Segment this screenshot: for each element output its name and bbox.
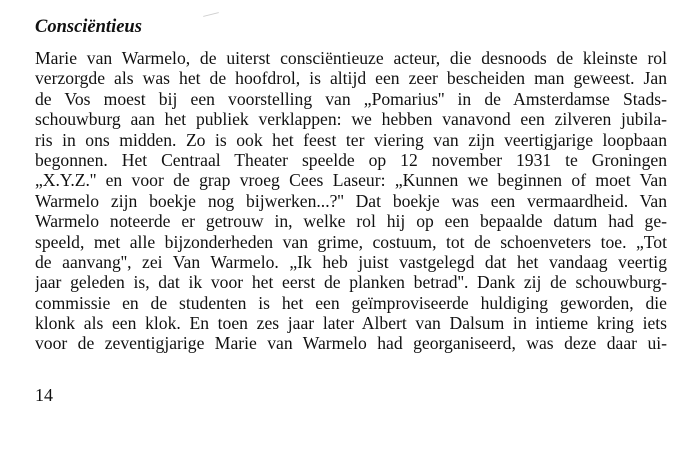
text-line: jaar geleden is, dat ik voor het eerst de planken betrad''. Dank zij de schouwburg- (35, 272, 667, 293)
text-line: Warmelo zijn boekje nog bijwerken...?'' Dat boekje was een vermaardheid. Van (35, 190, 667, 211)
text-line: verzorgde als was het de hoofdrol, is altijd een zeer bescheiden man geweest. Jan (35, 68, 667, 89)
text-line: voor de zeventigjarige Marie van Warmelo had georganiseerd, was deze daar ui- (35, 333, 667, 354)
text-line: schouwburg aan het publiek verklappen: we hebben vanavond een zilveren jubila- (35, 109, 667, 130)
text-line: begonnen. Het Centraal Theater speelde op 12 november 1931 te Groningen (35, 149, 667, 170)
text-line: de aanvang'', zei Van Warmelo. „Ik heb juist vastgelegd dat het vandaag veertig (35, 251, 667, 272)
text-line: Warmelo noteerde er getrouw in, welke rol hij op een bepaalde datum had ge- (35, 211, 667, 232)
text-line: ris in ons midden. Zo is ook het feest ter viering van zijn veertigjarige loopbaan (35, 129, 667, 150)
text-line: klonk als een klok. En toen zes jaar later Albert van Dalsum in intieme kring iets (35, 313, 667, 334)
text-line: de Vos moest bij een voorstelling van „Pomarius'' in de Amsterdamse Stads- (35, 88, 667, 109)
body-paragraph (35, 48, 667, 354)
section-heading: Consciëntieus (35, 17, 142, 37)
scan-speck (203, 12, 219, 17)
text-line: speeld, met alle bijzonderheden van grime, costuum, tot de schoenveters toe. „Tot (35, 231, 667, 252)
text-line: Marie van Warmelo, de uiterst consciëntieuze acteur, die desnoods de kleinste rol (35, 48, 667, 68)
page-number: 14 (35, 385, 53, 405)
text-line: „X.Y.Z.'' en voor de grap vroeg Cees Laseur: „Kunnen we beginnen of moet Van (35, 170, 667, 191)
text-line: commissie en de studenten is het een geïmproviseerde huldiging geworden, die (35, 292, 667, 313)
